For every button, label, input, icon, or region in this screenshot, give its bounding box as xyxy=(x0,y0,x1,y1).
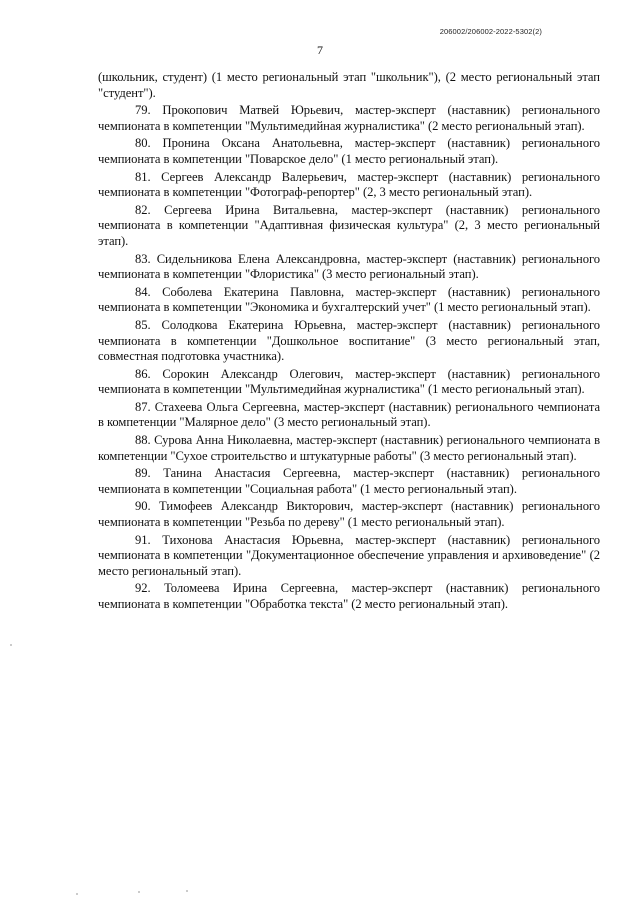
list-item-92: 92. Толомеева Ирина Сергеевна, мастер-эксперт (наставник) регионального чемпионата в компетенции "Обработка текста" (2 место региональный этап). xyxy=(98,581,600,611)
scan-speck xyxy=(76,893,78,895)
list-item-82: 82. Сергеева Ирина Витальевна, мастер-эксперт (наставник) регионального чемпионата в компетенции "Адаптивная физическая культура" (2, 3 место региональный этап). xyxy=(98,202,600,248)
list-item-79: 79. Прокопович Матвей Юрьевич, мастер-эксперт (наставник) регионального чемпионата в компетенции "Мультимедийная журналистика" (2 место региональный этап). xyxy=(98,103,600,133)
list-item-83: 83. Сидельникова Елена Александровна, мастер-эксперт (наставник) регионального чемпионата в компетенции "Флористика" (3 место региональный этап). xyxy=(98,251,600,282)
page-number: 7 xyxy=(317,43,323,57)
list-item-89: 89. Танина Анастасия Сергеевна, мастер-эксперт (наставник) регионального чемпионата в компетенции "Социальная работа" (1 место региональный этап). xyxy=(98,466,600,496)
list-item-80: 80. Пронина Оксана Анатольевна, мастер-эксперт (наставник) регионального чемпионата в компетенции "Поварское дело" (1 место региональный этап). xyxy=(98,136,600,166)
list-item-91: 91. Тихонова Анастасия Юрьевна, мастер-эксперт (наставник) регионального чемпионата в компетенции "Документационное обеспечение управления и архивоведение" (2 место региональный этап). xyxy=(98,532,600,578)
list-item-87: 87. Стахеева Ольга Сергеевна, мастер-эксперт (наставник) регионального чемпионата в компетенции "Малярное дело" (3 место региональный этап). xyxy=(98,399,600,430)
document-body xyxy=(98,70,600,613)
list-item-81: 81. Сергеев Александр Валерьевич, мастер-эксперт (наставник) регионального чемпионата в компетенции "Фотограф-репортер" (2, 3 место региональный этап). xyxy=(98,169,600,200)
list-item-86: 86. Сорокин Александр Олегович, мастер-эксперт (наставник) регионального чемпионата в компетенции "Мультимедийная журналистика" (1 место региональный этап). xyxy=(98,366,600,397)
scan-speck xyxy=(186,890,188,892)
document-number: 206002/206002-2022-5302(2) xyxy=(439,27,542,36)
continued-paragraph: (школьник, студент) (1 место региональный этап "школьник"), (2 место региональный этап "студент"). xyxy=(98,70,600,100)
scan-speck xyxy=(10,644,12,646)
list-item-90: 90. Тимофеев Александр Викторович, мастер-эксперт (наставник) регионального чемпионата в компетенции "Резьба по дереву" (1 место региональный этап). xyxy=(98,499,600,530)
list-item-88: 88. Сурова Анна Николаевна, мастер-эксперт (наставник) регионального чемпионата в компетенции "Сухое строительство и штукатурные работы" (3 место региональный этап). xyxy=(98,433,600,463)
scan-speck xyxy=(138,891,140,893)
list-item-84: 84. Соболева Екатерина Павловна, мастер-эксперт (наставник) регионального чемпионата в компетенции "Экономика и бухгалтерский учет" (1 место региональный этап). xyxy=(98,284,600,315)
list-item-85: 85. Солодкова Екатерина Юрьевна, мастер-эксперт (наставник) регионального чемпионата в компетенции "Дошкольное воспитание" (3 место региональный этап, совместная подготовка участника). xyxy=(98,317,600,364)
